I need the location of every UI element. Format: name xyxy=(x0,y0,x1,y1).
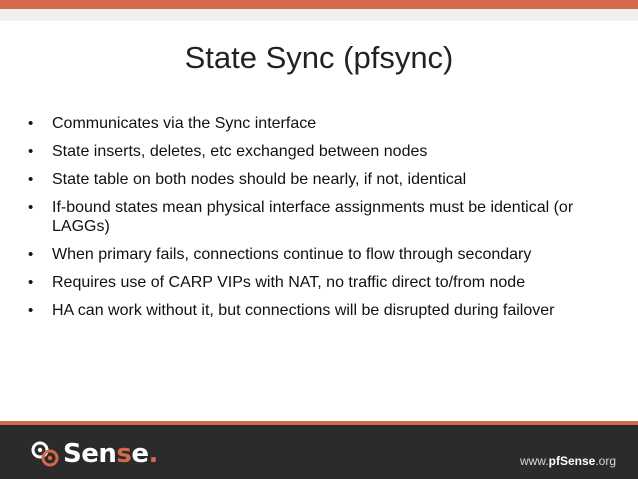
pfsense-logo-wordmark: Sense. xyxy=(63,439,158,469)
bullet-item xyxy=(28,198,608,236)
slide-title: State Sync (pfsync) xyxy=(184,40,454,75)
bullet-list xyxy=(28,114,608,329)
bullet-text: If-bound states mean physical interface assignments must be identical (or LAGGs) xyxy=(52,199,574,235)
bullet-item xyxy=(28,273,608,292)
bullet-text: Communicates via the Sync interface xyxy=(52,115,317,132)
bullet-dot: • xyxy=(28,274,34,291)
bullet-item xyxy=(28,301,608,320)
top-accent-bar xyxy=(0,0,638,9)
bullet-text: State inserts, deletes, etc exchanged between nodes xyxy=(52,143,428,160)
bullet-item xyxy=(28,245,608,264)
pfsense-logo xyxy=(30,437,158,471)
bullet-dot: • xyxy=(28,171,34,188)
bullet-dot: • xyxy=(28,246,34,263)
bullet-dot: • xyxy=(28,115,34,132)
top-grey-band xyxy=(0,9,638,21)
bullet-item xyxy=(28,170,608,189)
bullet-text: State table on both nodes should be nearly, if not, identical xyxy=(52,171,467,188)
bullet-text: HA can work without it, but connections will be disrupted during failover xyxy=(52,302,555,319)
bullet-item xyxy=(28,114,608,133)
bullet-item xyxy=(28,142,608,161)
pfsense-logo-icon xyxy=(30,439,60,469)
bullet-dot: • xyxy=(28,143,34,160)
bullet-text: Requires use of CARP VIPs with NAT, no traffic direct to/from node xyxy=(52,274,526,291)
bullet-dot: • xyxy=(28,199,34,216)
bullet-dot: • xyxy=(28,302,34,319)
bullet-text: When primary fails, connections continue to flow through secondary xyxy=(52,246,532,263)
footer-website-url: www.pfSense.org xyxy=(519,454,616,468)
